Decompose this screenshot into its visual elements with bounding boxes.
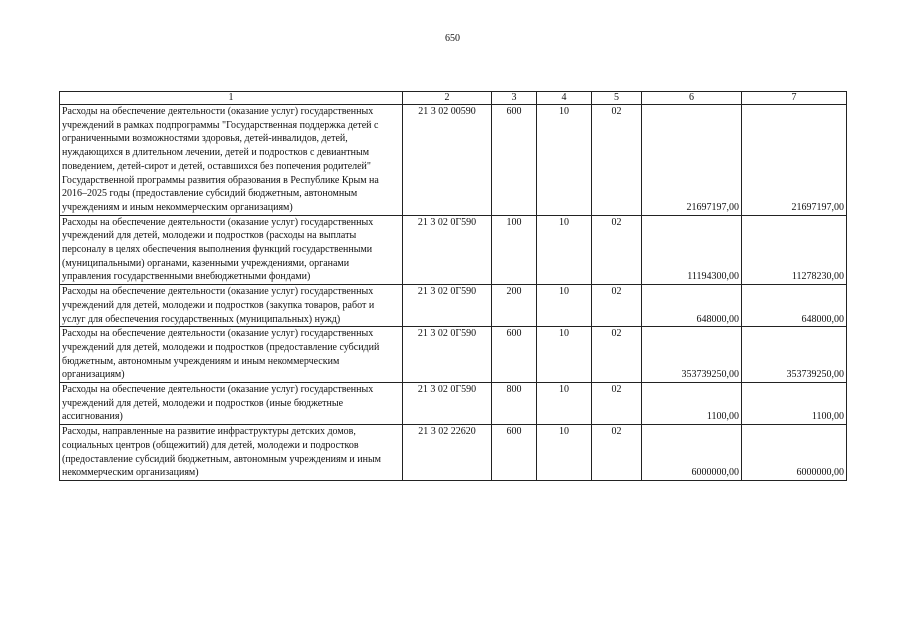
amount-col6: 648000,00 <box>642 285 742 327</box>
amount-col7: 11278230,00 <box>742 215 847 285</box>
header-cell: 7 <box>742 92 847 105</box>
expense-type: 600 <box>492 327 537 383</box>
header-cell: 3 <box>492 92 537 105</box>
amount-col6: 1100,00 <box>642 383 742 425</box>
budget-code: 21 3 02 0Г590 <box>403 285 492 327</box>
table-header-row <box>60 92 847 105</box>
expense-type: 600 <box>492 105 537 216</box>
budget-table <box>59 91 847 481</box>
section: 10 <box>537 327 592 383</box>
expense-description: Расходы на обеспечение деятельности (оказание услуг) государственных учреждений в рамках подпрограммы "Государственная поддержка детей с ограниченными возможностями здоровья, детей-инвалидов, детей, нуждающихся в длительном лечении, детей и подростков с девиантным поведением, детей-сирот и детей, оставшихся без попечения родителей" Государственной программы развития образования в Республике Крым на 2016–2025 годы (предоставление субсидий бюджетным, автономным учреждениям и иным некоммерческим организациям) <box>60 105 403 216</box>
expense-description: Расходы на обеспечение деятельности (оказание услуг) государственных учреждений для детей, молодежи и подростков (иные бюджетные ассигнования) <box>60 383 403 425</box>
amount-col7: 21697197,00 <box>742 105 847 216</box>
header-cell: 6 <box>642 92 742 105</box>
section: 10 <box>537 105 592 216</box>
expense-description: Расходы на обеспечение деятельности (оказание услуг) государственных учреждений для детей, молодежи и подростков (предоставление субсидий бюджетным, автономным учреждениям и иным некоммерческим организациям) <box>60 327 403 383</box>
expense-description: Расходы, направленные на развитие инфраструктуры детских домов, социальных центров (общежитий) для детей, молодежи и подростков (предоставление субсидий бюджетным, автономным учреждениям и иным некоммерческим организациям) <box>60 425 403 481</box>
amount-col6: 21697197,00 <box>642 105 742 216</box>
amount-col6: 6000000,00 <box>642 425 742 481</box>
expense-description: Расходы на обеспечение деятельности (оказание услуг) государственных учреждений для детей, молодежи и подростков (закупка товаров, работ и услуг для обеспечения государственных (муниципальных) нужд) <box>60 285 403 327</box>
amount-col7: 6000000,00 <box>742 425 847 481</box>
header-cell: 5 <box>592 92 642 105</box>
section: 10 <box>537 215 592 285</box>
subsection: 02 <box>592 383 642 425</box>
expense-type: 600 <box>492 425 537 481</box>
page-number: 650 <box>445 33 460 44</box>
amount-col7: 648000,00 <box>742 285 847 327</box>
amount-col7: 1100,00 <box>742 383 847 425</box>
table-row <box>60 285 847 327</box>
budget-code: 21 3 02 0Г590 <box>403 383 492 425</box>
table-row <box>60 425 847 481</box>
subsection: 02 <box>592 105 642 216</box>
expense-type: 800 <box>492 383 537 425</box>
budget-code: 21 3 02 0Г590 <box>403 215 492 285</box>
section: 10 <box>537 383 592 425</box>
table-row <box>60 383 847 425</box>
section: 10 <box>537 425 592 481</box>
expense-description: Расходы на обеспечение деятельности (оказание услуг) государственных учреждений для детей, молодежи и подростков (расходы на выплаты персоналу в целях обеспечения выполнения функций государственными (муниципальными) органами, казенными учреждениями, органами управления государственными внебюджетными фондами) <box>60 215 403 285</box>
amount-col6: 11194300,00 <box>642 215 742 285</box>
expense-type: 100 <box>492 215 537 285</box>
expense-type: 200 <box>492 285 537 327</box>
budget-code: 21 3 02 22620 <box>403 425 492 481</box>
section: 10 <box>537 285 592 327</box>
subsection: 02 <box>592 425 642 481</box>
table-row <box>60 105 847 216</box>
header-cell: 2 <box>403 92 492 105</box>
table-row <box>60 215 847 285</box>
header-cell: 1 <box>60 92 403 105</box>
table-row <box>60 327 847 383</box>
budget-code: 21 3 02 0Г590 <box>403 327 492 383</box>
subsection: 02 <box>592 215 642 285</box>
header-cell: 4 <box>537 92 592 105</box>
budget-code: 21 3 02 00590 <box>403 105 492 216</box>
subsection: 02 <box>592 327 642 383</box>
amount-col6: 353739250,00 <box>642 327 742 383</box>
subsection: 02 <box>592 285 642 327</box>
amount-col7: 353739250,00 <box>742 327 847 383</box>
